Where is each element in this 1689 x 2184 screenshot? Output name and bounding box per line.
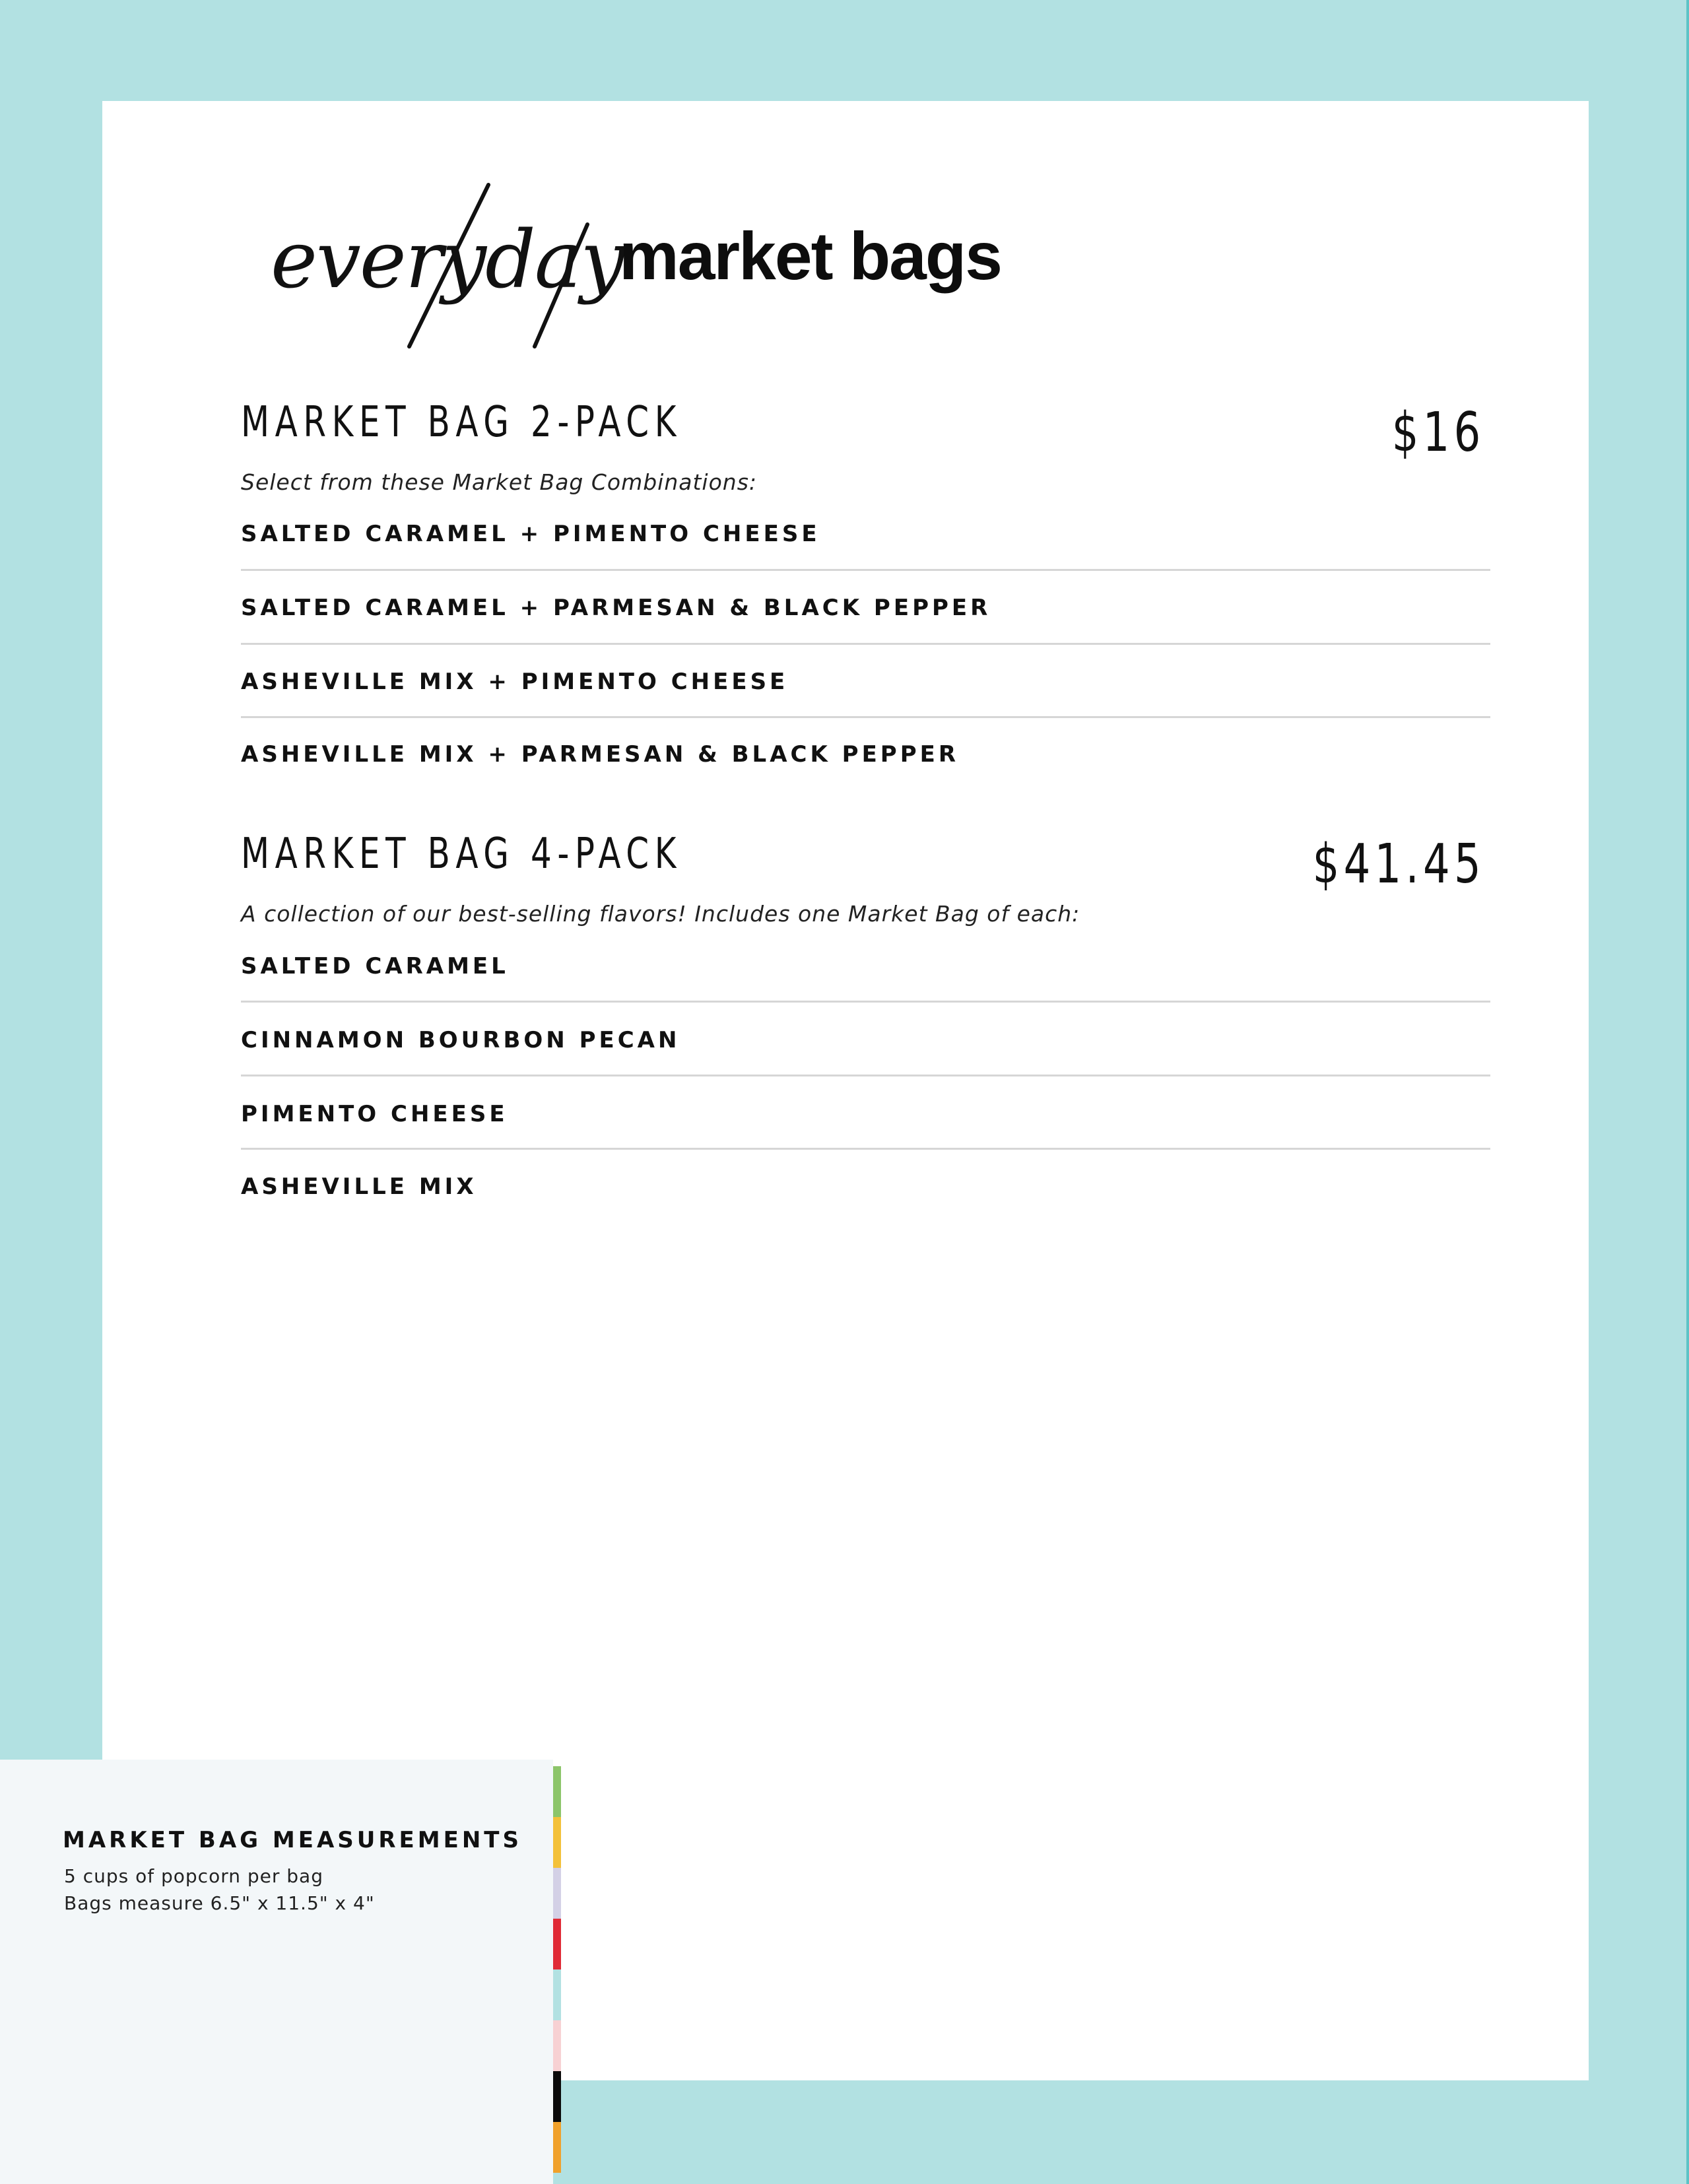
color-stripe — [553, 1919, 561, 1969]
price-2-pack: $16 — [1392, 401, 1485, 464]
divider — [241, 569, 1490, 571]
list-item: ASHEVILLE MIX + PARMESAN & BLACK PEPPER — [241, 741, 960, 768]
section-title-2-pack: MARKET BAG 2-PACK — [241, 398, 682, 447]
price-4-pack: $41.45 — [1312, 833, 1485, 896]
list-item: ASHEVILLE MIX — [241, 1174, 477, 1200]
divider — [241, 1075, 1490, 1076]
measurements-line: Bags measure 6.5" x 11.5" x 4" — [64, 1892, 375, 1914]
divider — [241, 716, 1490, 718]
measurements-line: 5 cups of popcorn per bag — [64, 1865, 323, 1887]
color-stripe — [553, 2020, 561, 2071]
list-item: SALTED CARAMEL + PARMESAN & BLACK PEPPER — [241, 595, 991, 621]
list-item: PIMENTO CHEESE — [241, 1101, 508, 1127]
heading-script-word: everyday — [271, 215, 624, 306]
list-item: ASHEVILLE MIX + PIMENTO CHEESE — [241, 669, 789, 695]
page-heading — [271, 178, 1129, 350]
color-stripe-bar — [553, 1766, 561, 2184]
color-stripe — [553, 2071, 561, 2122]
measurements-title: MARKET BAG MEASUREMENTS — [63, 1827, 522, 1853]
color-stripe — [553, 1868, 561, 1919]
section-subtitle-4-pack: A collection of our best-selling flavors! Includes one Market Bag of each: — [241, 901, 1080, 927]
divider — [241, 643, 1490, 645]
list-item: SALTED CARAMEL + PIMENTO CHEESE — [241, 521, 820, 547]
section-subtitle-2-pack: Select from these Market Bag Combinations: — [241, 469, 758, 495]
section-title-4-pack: MARKET BAG 4-PACK — [241, 830, 682, 878]
list-item: SALTED CARAMEL — [241, 953, 509, 979]
list-item: CINNAMON BOURBON PECAN — [241, 1027, 680, 1053]
color-stripe — [553, 1817, 561, 1868]
color-stripe — [553, 1969, 561, 2020]
divider — [241, 1001, 1490, 1003]
heading-title: market bags — [619, 218, 1001, 294]
page-edge-line — [1686, 0, 1689, 2184]
measurements-panel — [0, 1760, 553, 2184]
color-stripe — [553, 1766, 561, 1817]
divider — [241, 1148, 1490, 1150]
color-stripe — [553, 2122, 561, 2173]
